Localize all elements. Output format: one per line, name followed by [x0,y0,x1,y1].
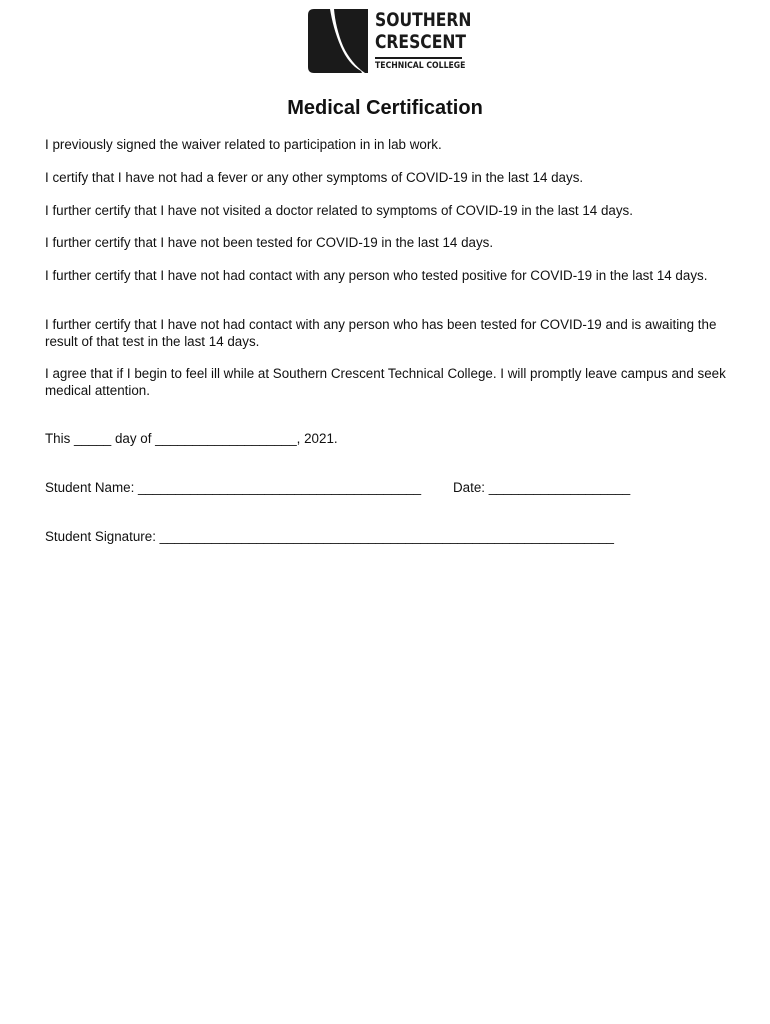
positive-contact-statement: I further certify that I have not had contact with any person who tested positive for COVID-19 in the last 14 days. [45,268,708,283]
testing-statement: I further certify that I have not been tested for COVID-19 in the last 14 days. [45,235,494,250]
logo-line-crescent: CRESCENT [375,31,467,53]
logo-mark-icon [308,9,368,73]
logo-line-technical-college: TECHNICAL COLLEGE [375,61,466,71]
logo-divider [375,57,462,59]
date-line[interactable]: This _____ day of ___________________, 2021. [45,431,338,446]
student-name-field[interactable]: Student Name: ______________________________________ [45,480,422,495]
logo-line-southern: SOUTHERN [375,9,472,31]
illness-agreement-statement: I agree that if I begin to feel ill while at Southern Crescent Technical College. I will promptly leave campus and seek medical attention. [45,366,726,398]
doctor-visit-statement: I further certify that I have not visited a doctor related to symptoms of COVID-19 in the last 14 days. [45,203,633,218]
student-signature-field[interactable]: Student Signature: _____________________________________________________________ [45,529,614,544]
fever-statement: I certify that I have not had a fever or any other symptoms of COVID-19 in the last 14 days. [45,170,584,185]
awaiting-result-contact-statement: I further certify that I have not had contact with any person who has been tested for COVID-19 and is awaiting the result of that test in the last 14 days. [45,317,717,349]
date-field[interactable]: Date: ___________________ [453,480,631,495]
page-title: Medical Certification [287,97,483,119]
college-logo [308,9,472,73]
waiver-statement: I previously signed the waiver related to participation in in lab work. [45,137,442,152]
